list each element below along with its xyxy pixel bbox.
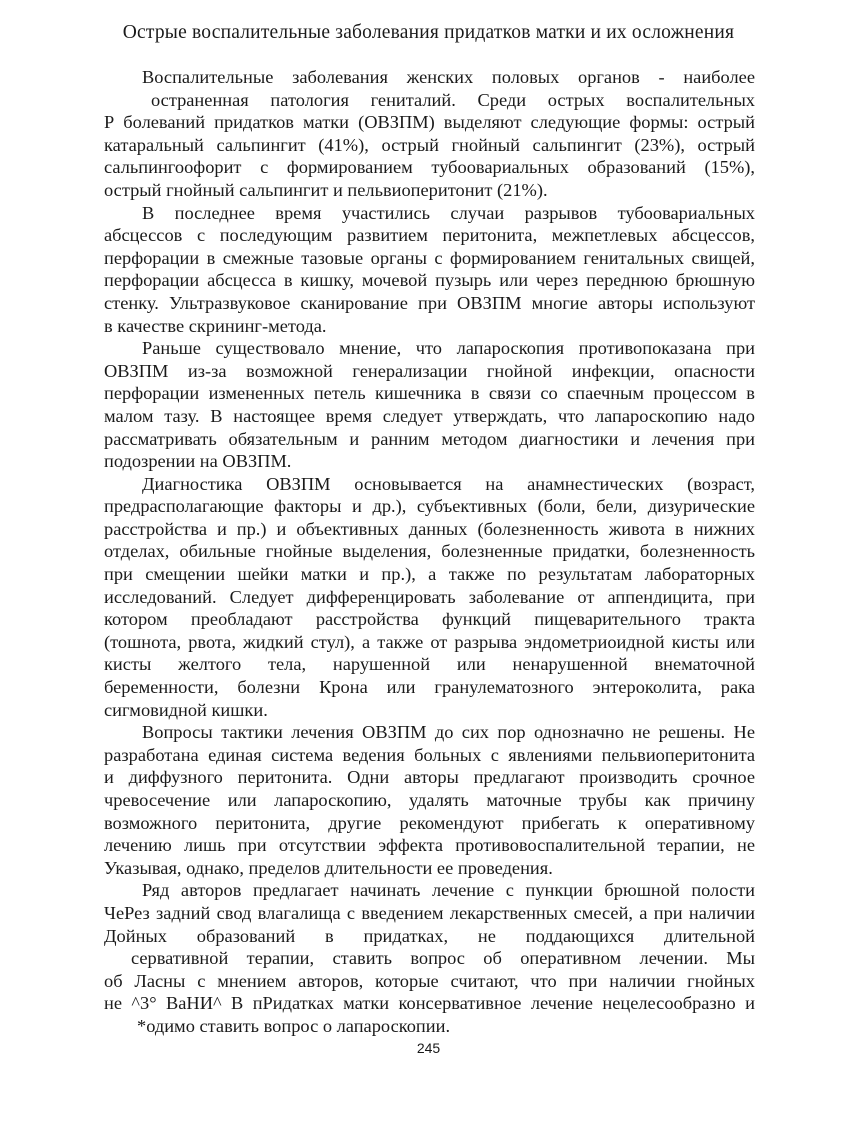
text-line: сальпингоофорит с формированием тубоовариальных образований (15%), [104, 157, 755, 178]
text-line: подозрении на ОВЗПМ. [104, 451, 292, 472]
text-line: отделах, обильные гнойные выделения, болезненные придатки, болезненность [104, 541, 755, 562]
text-line: перфорации в смежные тазовые органы с формированием генитальных свищей, [104, 247, 755, 268]
text-line: *одимо ставить вопрос о лапароскопии. [137, 1015, 451, 1036]
text-line: сервативной терапии, ставить вопрос об оперативном лечении. Мы [131, 948, 755, 969]
text-line: сигмовидной кишки. [104, 699, 268, 720]
text-line: кисты желтого тела, нарушенной или ненарушенной внематочной [104, 654, 755, 675]
text-line: рассматривать обязательным и ранним методом диагностики и лечения при [104, 428, 755, 449]
text-line: предрасполагающие факторы и др.), субъективных (боли, бели, дизурические [104, 496, 755, 517]
page-number: 245 [416, 1040, 441, 1056]
text-line: об Ласны с мнением авторов, которые считают, что при наличии гнойных [104, 970, 755, 991]
text-line: Дойных образований в придатках, не поддающихся длительной [104, 925, 755, 946]
text-line: чревосечение или лапароскопию, удалять маточные трубы как причину [104, 790, 755, 810]
text-line: в качестве скрининг-метода. [104, 315, 327, 336]
text-line: стенку. Ультразвуковое сканирование при ОВЗПМ многие авторы используют [104, 292, 755, 313]
text-line: (тошнота, рвота, жидкий стул), а также от разрыва эндометриоидной кисты или [104, 631, 755, 652]
text-line: и диффузного перитонита. Одни авторы предлагают производить срочное [104, 767, 755, 788]
text-line: В последнее время участились случаи разрывов тубоовариальных [142, 202, 755, 223]
text-line: малом тазу. В настоящее время следует утверждать, что лапароскопию надо [104, 405, 755, 426]
text-line: разработана единая система ведения больных с явлениями пельвиоперитонита [104, 744, 755, 765]
text-line: котором преобладают расстройства функций пищеварительного тракта [104, 609, 755, 630]
text-line: ОВЗПМ из-за возможной генерализации гнойной инфекции, опасности [104, 360, 755, 381]
text-line: остраненная патология гениталий. Среди острых воспалительных [151, 89, 755, 110]
document-body [104, 66, 755, 1038]
text-line: Указывая, однако, пределов длительности ее проведения. [104, 857, 553, 878]
text-line: лечению лишь при отсутствии эффекта противовоспалительной терапии, не [104, 835, 755, 856]
text-line: Раньше существовало мнение, что лапароскопия противопоказана при [142, 338, 755, 359]
running-header: Острые воспалительные заболевания придатков матки и их осложнения [122, 22, 735, 43]
text-line: ЧеРез задний свод влагалища с введением лекарственных смесей, а при наличии [104, 902, 755, 923]
text-line: абсцессов с последующим развитием перитонита, межпетлевых абсцессов, [104, 225, 755, 246]
text-line: Ряд авторов предлагает начинать лечение с пункции брюшной полости [142, 880, 755, 901]
text-line: катаральный сальпингит (41%), острый гнойный сальпингит (23%), острый [104, 134, 755, 155]
text-line: возможного перитонита, другие рекомендуют прибегать к оперативному [104, 812, 755, 833]
text-line: Р болеваний придатков матки (ОВЗПМ) выделяют следующие формы: острый [104, 112, 755, 133]
text-line: Воспалительные заболевания женских половых органов - наиболее [142, 67, 755, 87]
text-line: не ^3° ВаНИ^ В пРидатках матки консервативное лечение нецелесообразно и [104, 993, 755, 1014]
text-line: Диагностика ОВЗПМ основывается на анамнестических (возраст, [142, 473, 755, 494]
text-line: при смещении шейки матки и пр.), а также по результатам лабораторных [104, 564, 755, 585]
text-line: перфорации абсцесса в кишку, мочевой пузырь или через переднюю брюшную [104, 270, 755, 291]
text-line: перфорации измененных петель кишечника в связи со спаечным процессом в [104, 383, 755, 404]
text-line: Вопросы тактики лечения ОВЗПМ до сих пор однозначно не решены. Не [142, 722, 755, 743]
text-line: беременности, болезни Крона или гранулематозного энтероколита, рака [104, 677, 755, 698]
text-line: острый гнойный сальпингит и пельвиоперитонит (21%). [104, 179, 548, 200]
text-line: расстройства и пр.) и объективных данных (болезненность живота в нижних [104, 518, 755, 539]
text-line: исследований. Следует дифференцировать заболевание от аппендицита, при [104, 586, 755, 607]
